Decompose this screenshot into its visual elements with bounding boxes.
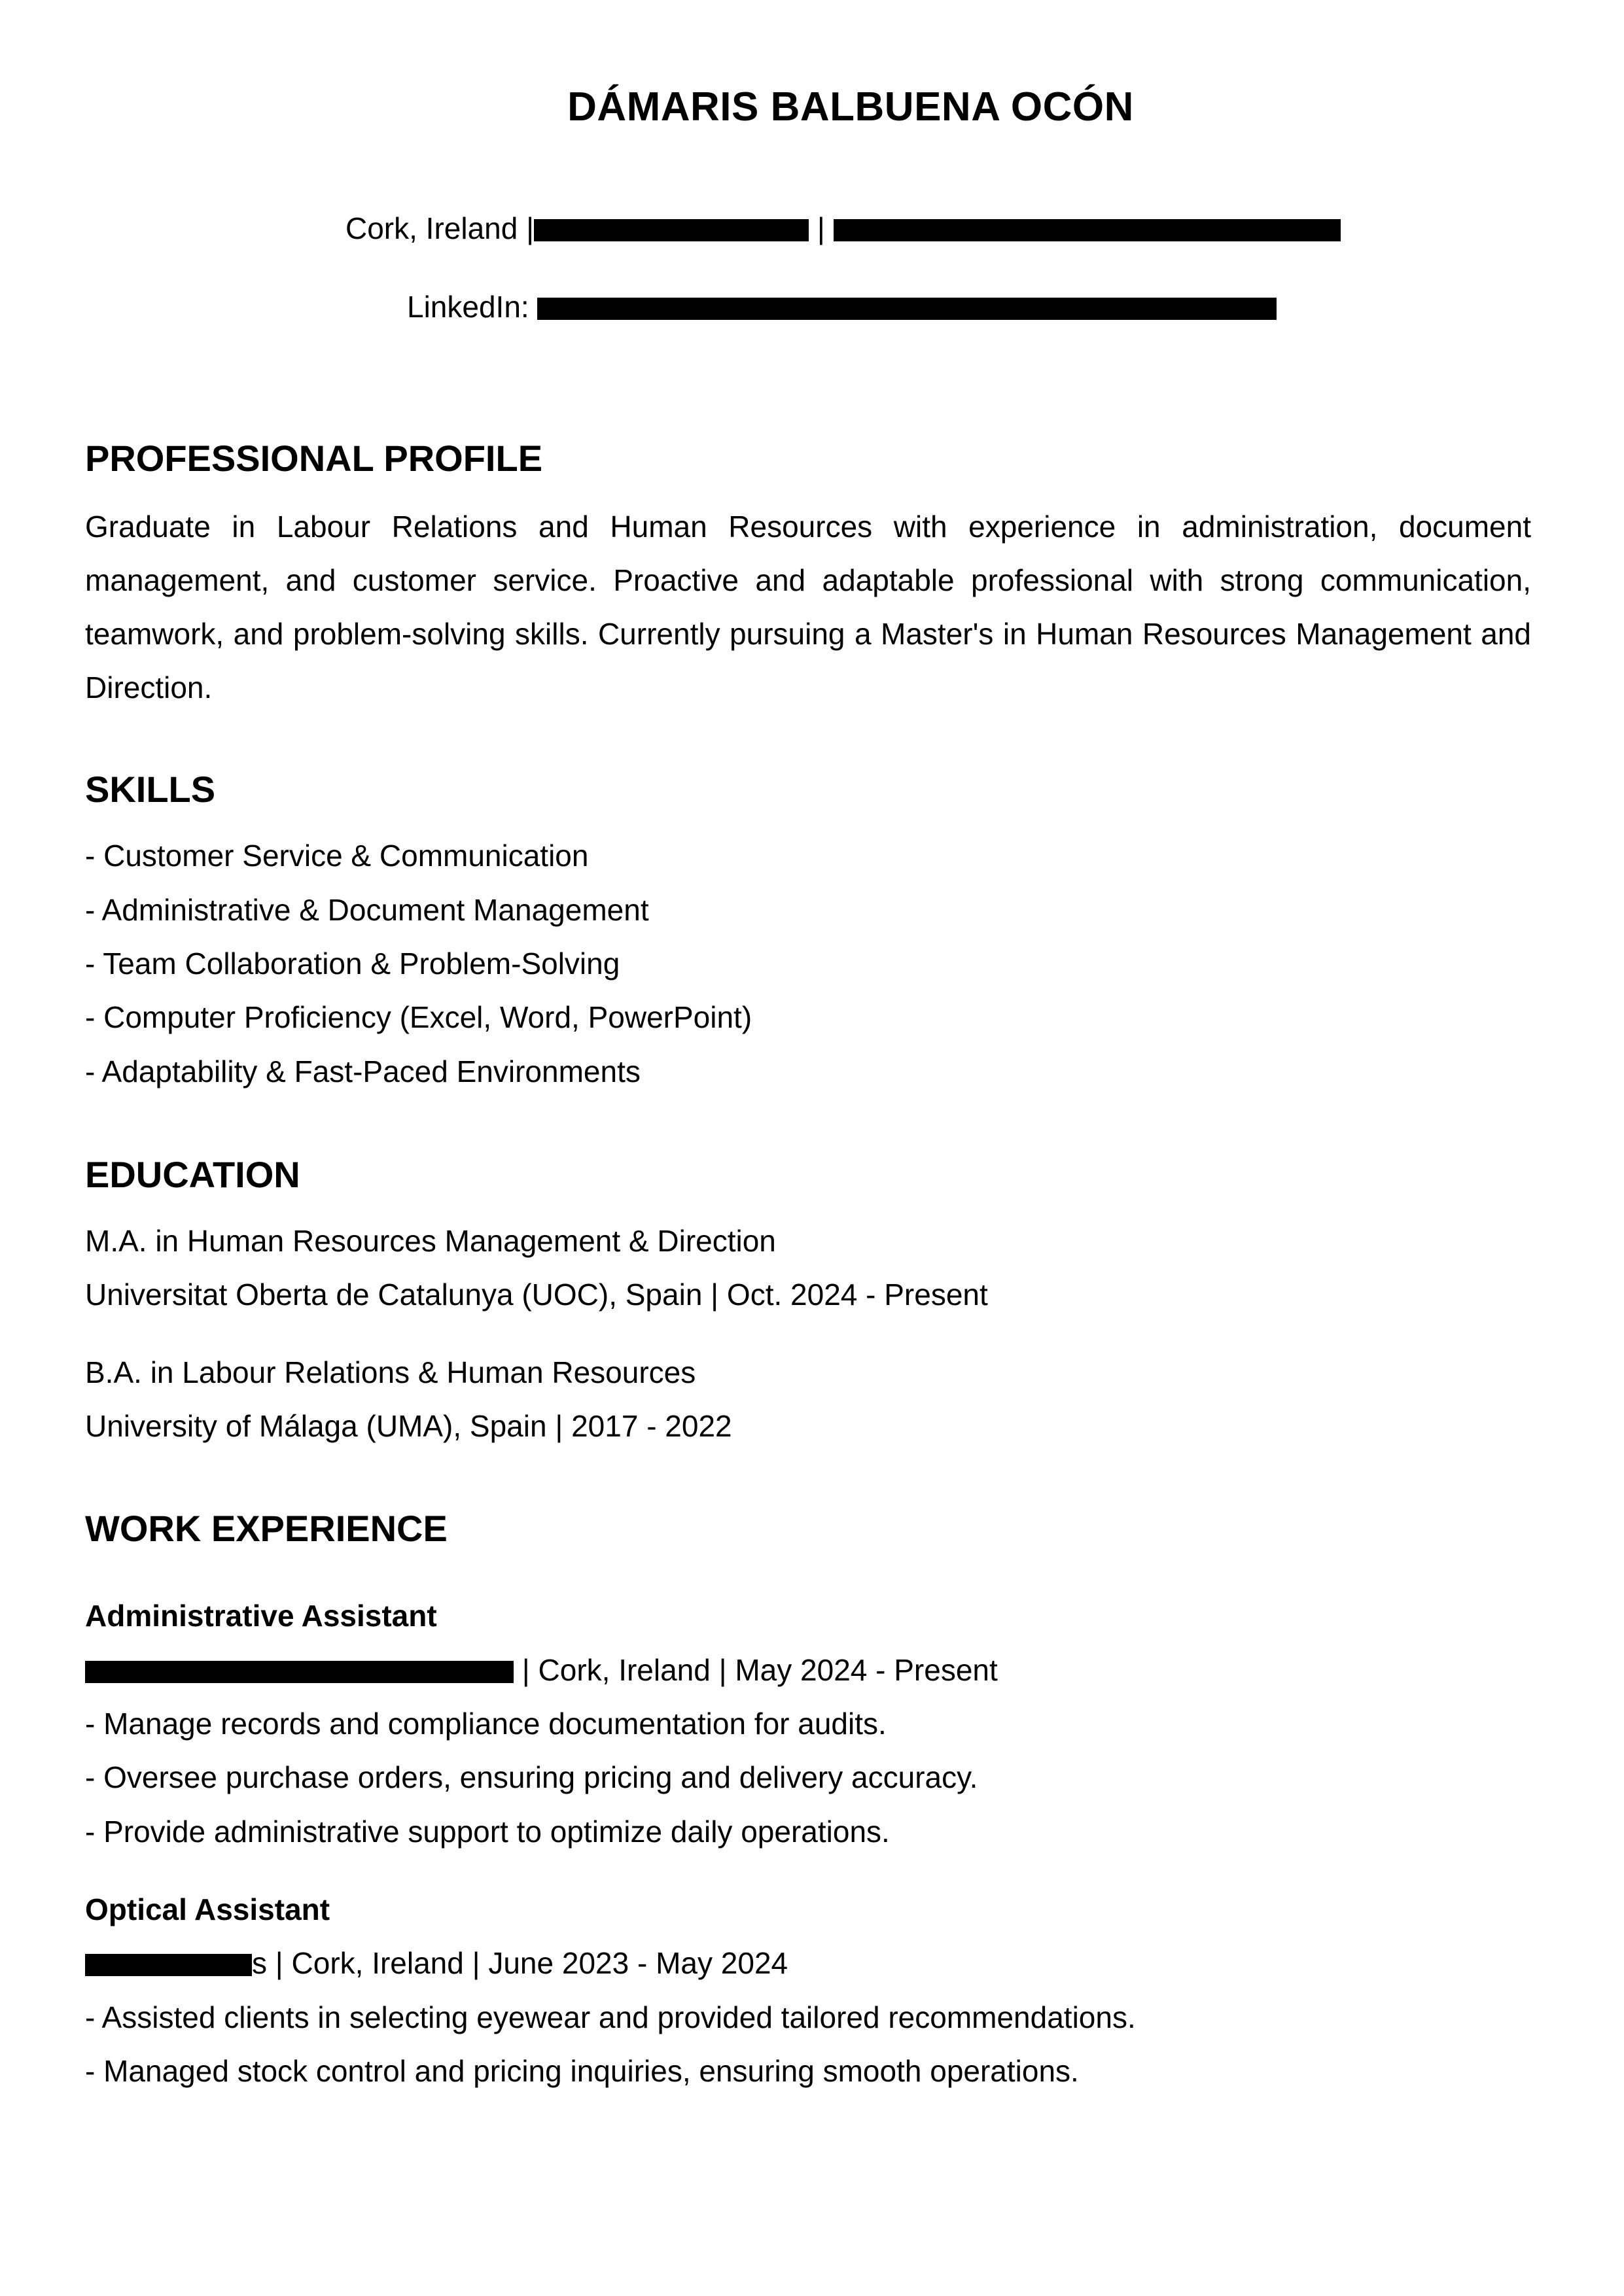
separator: | bbox=[526, 211, 535, 245]
job-company-line bbox=[85, 1652, 998, 1688]
job-details: s | Cork, Ireland | June 2023 - May 2024 bbox=[252, 1946, 788, 1980]
job-bullet: - Assisted clients in selecting eyewear and provided tailored recommendations. bbox=[85, 2000, 1136, 2034]
job-bullet: - Managed stock control and pricing inquiries, ensuring smooth operations. bbox=[85, 2054, 1079, 2088]
phone-redaction bbox=[534, 219, 809, 241]
linkedin-line bbox=[407, 289, 1277, 324]
linkedin-redaction bbox=[537, 298, 1277, 320]
email-redaction bbox=[834, 219, 1341, 241]
education-heading: EDUCATION bbox=[85, 1154, 300, 1195]
resume-name: DÁMARIS BALBUENA OCÓN bbox=[567, 84, 1134, 130]
skill-item: - Adaptability & Fast-Paced Environments bbox=[85, 1054, 641, 1088]
job-details: | Cork, Ireland | May 2024 - Present bbox=[521, 1653, 998, 1687]
skills-heading: SKILLS bbox=[85, 769, 216, 810]
education-institution: University of Málaga (UMA), Spain | 2017 - 2022 bbox=[85, 1409, 732, 1443]
separator: | bbox=[817, 211, 825, 245]
skill-item: - Computer Proficiency (Excel, Word, PowerPoint) bbox=[85, 1000, 752, 1034]
job-title: Optical Assistant bbox=[85, 1892, 330, 1926]
education-degree: M.A. in Human Resources Management & Direction bbox=[85, 1224, 776, 1258]
job-bullet: - Oversee purchase orders, ensuring pricing and delivery accuracy. bbox=[85, 1760, 978, 1794]
job-bullet: - Manage records and compliance documentation for audits. bbox=[85, 1707, 887, 1741]
company-redaction bbox=[85, 1661, 514, 1683]
experience-heading: WORK EXPERIENCE bbox=[85, 1508, 448, 1549]
skill-item: - Customer Service & Communication bbox=[85, 839, 589, 873]
job-title: Administrative Assistant bbox=[85, 1599, 437, 1633]
job-company-line bbox=[85, 1945, 788, 1981]
contact-line bbox=[345, 211, 1341, 246]
location-text: Cork, Ireland bbox=[345, 211, 518, 245]
education-degree: B.A. in Labour Relations & Human Resources bbox=[85, 1355, 696, 1389]
profile-heading: PROFESSIONAL PROFILE bbox=[85, 438, 543, 479]
profile-text: Graduate in Labour Relations and Human Resources with experience in administration, document management, and customer service. Proactive and adaptable professional with strong communication, teamwork, and problem-solving skills. Currently pursuing a Master's in Human Resources Management and Direction. bbox=[85, 510, 1531, 704]
job-bullet: - Provide administrative support to optimize daily operations. bbox=[85, 1815, 890, 1849]
linkedin-label: LinkedIn: bbox=[407, 290, 529, 324]
education-institution: Universitat Oberta de Catalunya (UOC), Spain | Oct. 2024 - Present bbox=[85, 1278, 988, 1312]
skill-item: - Team Collaboration & Problem-Solving bbox=[85, 947, 620, 981]
skill-item: - Administrative & Document Management bbox=[85, 893, 649, 927]
company-redaction bbox=[85, 1954, 252, 1976]
